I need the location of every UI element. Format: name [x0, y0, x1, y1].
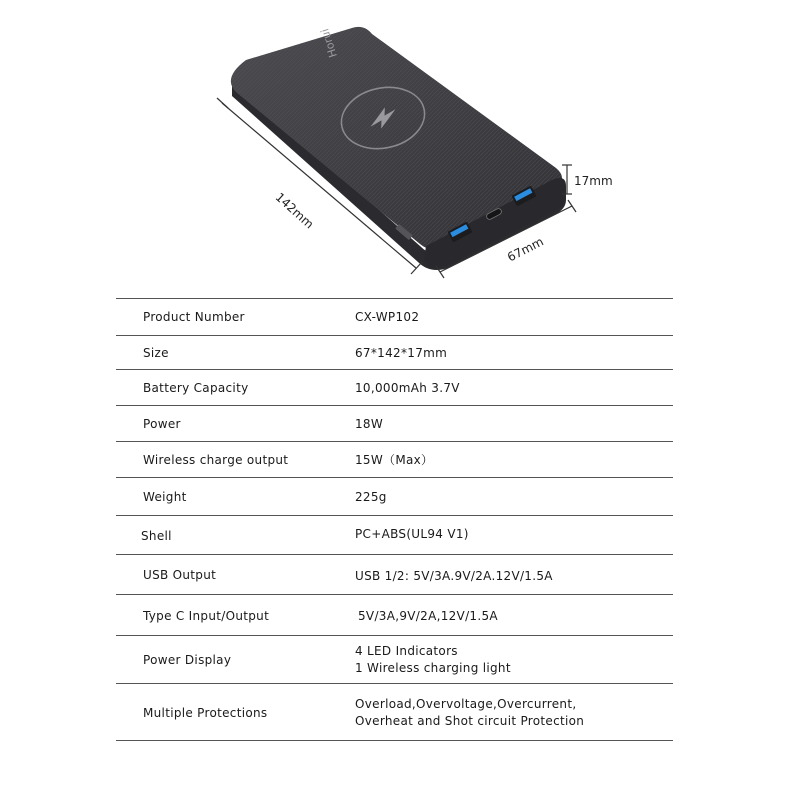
spec-value-line: 225g [355, 490, 387, 504]
spec-row-power-display [116, 635, 673, 683]
spec-value-line: 67*142*17mm [355, 346, 448, 360]
spec-value [355, 309, 419, 326]
spec-label: Product Number [143, 310, 245, 324]
spec-value-line: 18W [355, 417, 384, 431]
spec-value-line: PC+ABS(UL94 V1) [355, 527, 469, 541]
spec-value-line: USB 1/2: 5V/3A.9V/2A.12V/1.5A [355, 569, 553, 583]
spec-row-power [116, 405, 673, 441]
spec-row-size [116, 335, 673, 369]
spec-row-usb-output [116, 554, 673, 594]
spec-label: Type C Input/Output [143, 609, 270, 623]
spec-value [358, 608, 498, 625]
spec-value-line: 5V/3A,9V/2A,12V/1.5A [358, 609, 498, 623]
spec-value-line: Overheat and Shot circuit Protection [355, 714, 585, 728]
spec-value [355, 416, 383, 433]
height-label: 17mm [574, 174, 613, 188]
width-label: 67mm [505, 234, 546, 265]
spec-value [355, 345, 447, 362]
spec-value [355, 452, 433, 469]
spec-label: Wireless charge output [143, 453, 289, 467]
spec-row-battery-capacity [116, 369, 673, 405]
spec-label: USB Output [143, 568, 217, 582]
product-illustration [0, 0, 800, 290]
spec-value [355, 380, 460, 397]
spec-value-line: CX-WP102 [355, 310, 420, 324]
spec-row-wireless-output [116, 441, 673, 477]
spec-label: Power Display [143, 653, 232, 667]
length-label: 142mm [272, 190, 317, 232]
spec-value [355, 489, 387, 506]
spec-value [355, 696, 584, 730]
spec-row-type-c [116, 594, 673, 635]
spec-value-line: 10,000mAh 3.7V [355, 381, 460, 395]
spec-row-weight [116, 477, 673, 515]
spec-row-shell [116, 515, 673, 554]
spec-row-product-number [116, 298, 673, 335]
spec-label: Weight [143, 490, 187, 504]
brand-mark: Horui [318, 26, 340, 60]
spec-value [355, 643, 511, 677]
spec-value [355, 526, 469, 543]
power-bank-drawing [0, 0, 800, 290]
spec-label: Size [143, 346, 169, 360]
spec-value [355, 568, 553, 585]
spec-value-line: 4 LED Indicators [355, 644, 458, 658]
spec-label: Multiple Protections [143, 706, 268, 720]
spec-table [116, 298, 673, 741]
spec-label: Battery Capacity [143, 381, 249, 395]
spec-row-protections [116, 683, 673, 741]
spec-value-line: Overload,Overvoltage,Overcurrent, [355, 697, 577, 711]
spec-value-line: 15W（Max） [355, 453, 434, 467]
spec-value-line: 1 Wireless charging light [355, 661, 511, 675]
spec-label: Shell [141, 529, 172, 543]
spec-label: Power [143, 417, 181, 431]
